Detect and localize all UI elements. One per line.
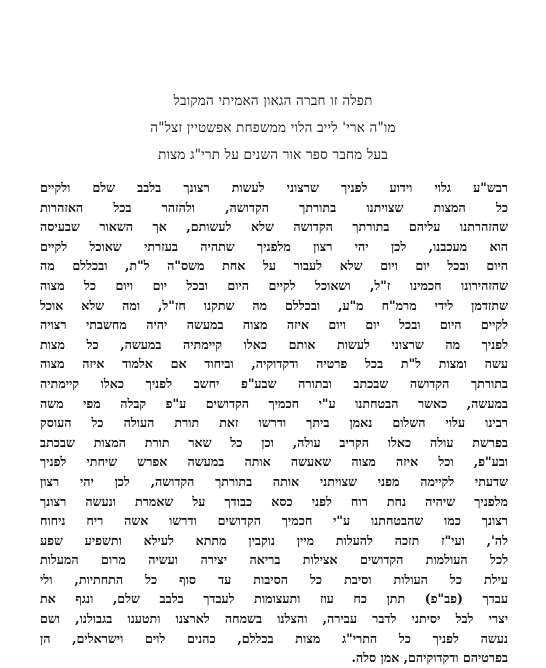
- body-line: עבדך (פב"פ) תתן כח עוז ותעצומות לעבדך בלבב שלם, ונגף את: [40, 591, 508, 607]
- body-line: יצרי לבל יסיתני לדבר עבירה, והצלנו בשמחה לארצנו ותטענו בגבולנו, ושם: [40, 611, 508, 627]
- header-line: בעל מחבר ספר אור השנים על תרי"ג מצות: [158, 147, 388, 163]
- body-line: כל המצות שצויתנו בתורתך הקדושה, ולהזהר בכל האזהרות: [40, 199, 508, 215]
- header-line: מו"ה ארי' לייב הלוי ממשפחת אפשטיין זצל"ה: [150, 120, 396, 136]
- body-line: שהזהירונו חכמינו ז"ל, ושאוכל לקיים היום ובכל יום ויום כל מצוה: [40, 277, 508, 293]
- prayer-body: [40, 178, 508, 668]
- body-line: שדעתי לקיימה מפני שצויתני אותה בתורתך הקדושה, לכן יהי רצון: [40, 473, 508, 489]
- body-line: נעשה לפניך כל התרי"ג מצות בכללם, כהנים לוים וישראלים, הן: [40, 630, 508, 646]
- header-line: תפלה זו חברה הגאון האמיתי המקובל: [173, 93, 373, 109]
- body-line: בפרטיהם ודקדוקיהם, אמן סלה.: [351, 650, 508, 666]
- body-line: שתזדמן לידי מרמ"ח מ"ע, ובכללם מה שתקנו חז"ל, ומה שלא אוכל: [40, 297, 508, 313]
- body-line: בפרשת עולה כאלו הקריב עולה, וכן כל שאר תורת המצות שבכתב: [40, 434, 508, 450]
- body-line: לכל העולמות הקדושים אצילות בריאה יצירה ועשיה מרום המעלות: [40, 552, 508, 568]
- body-line: הוא מעכבנו, לכן יהי רצון מלפניך שתהיה בעזרתי שאוכל לקיים: [40, 238, 508, 254]
- body-line: היום ובכל יום ויום שלא לעבור על אחת משס"ה ל"ת, ובכללם מה: [40, 258, 508, 274]
- body-line: עילת כל העולות וסיבת כל הסיבות עד סוף כל התחתיות, ולי: [40, 571, 508, 587]
- body-line: לה', ועי"ז תזכה להעלות מיין נוקבין מתתא לעילא ותשפיע שפע: [40, 532, 508, 548]
- body-line: לקיים היום ובכל יום ויום איזה מצוה במעשה יהיה מחשבתי רצויה: [40, 317, 508, 333]
- body-line: מלפניך שיהיה נחת רוח לפני כסא כבודך על שאמרת ונעשה רצונך: [40, 493, 508, 509]
- body-line: לפניך מה שרצוני לעשות אותם כאלו קיימתיה במעשה, כל מצות: [40, 336, 508, 352]
- body-line: רבש"ע גלוי וידוע לפניך שרצוני לעשות רצונך בלבב שלם ולקיים: [40, 180, 508, 195]
- body-line: שהזהרתנו עליהם בתורתך הקדושה שלא לעשותם, אך השאור שבעיסה: [40, 219, 508, 235]
- body-line: בתורתך הקדושה שבכתב ובתורה שבע"פ יחשב לפניך כאלו קיימתיה: [40, 375, 508, 391]
- body-line: ובע"פ, וכל איזה מצוה שאעשה אותה במעשה אפרש שיחתי לפניך: [40, 454, 508, 470]
- body-line: רצונך כמו שהבטחתנו ע"י חכמיך הקדושים ודרשו אשה ריח ניחוח: [40, 513, 508, 529]
- document-header: [0, 88, 546, 169]
- body-line: רבינו עלוי השלום נאמן ביתך ודרשו זאת תורת העולה כל העוסק: [40, 415, 508, 431]
- body-line: במעשה, כאשר הבטחתנו ע"י חכמיך הקדושים ע"פ קבלה מפי משה: [40, 395, 508, 411]
- body-line: עשה ומצות ל"ת בכל פרטיה ודקדוקיה, וביחוד אם אלמוד איזה מצוה: [40, 356, 508, 372]
